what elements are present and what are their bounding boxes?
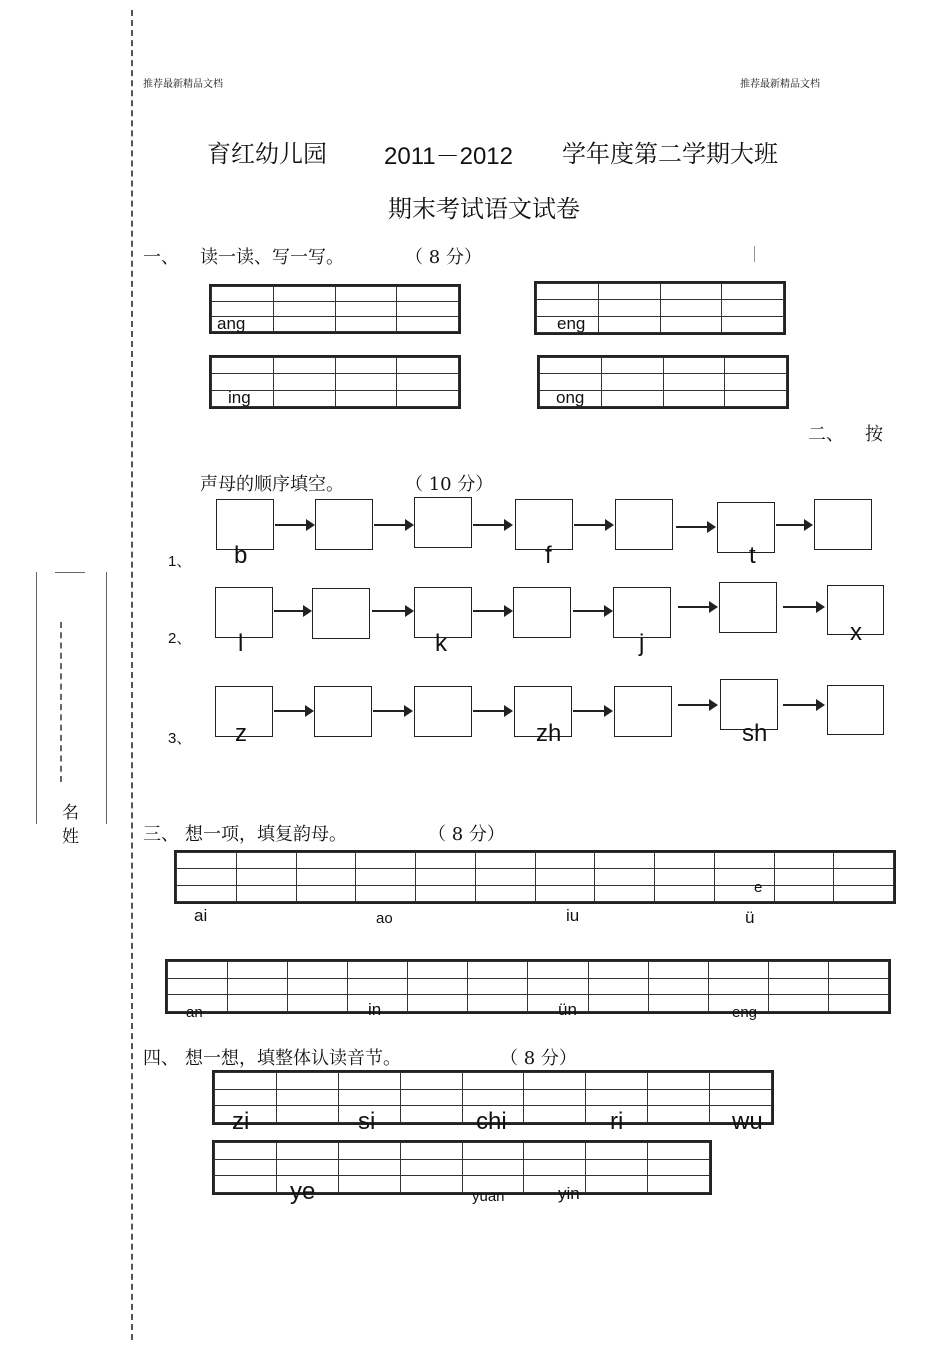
arrow-icon — [678, 606, 716, 608]
letter-b: b — [234, 542, 248, 569]
answer-box[interactable] — [614, 686, 672, 737]
letter-t: t — [749, 542, 756, 569]
label-ang: ang — [217, 314, 246, 333]
row2-index: 2、 — [168, 630, 192, 647]
letter-l: l — [238, 630, 244, 657]
answer-box[interactable] — [414, 686, 472, 737]
section3-score: （ 8 分） — [428, 824, 505, 845]
arrow-icon — [274, 710, 312, 712]
answer-box[interactable] — [615, 499, 673, 550]
label-un: ün — [558, 1000, 577, 1019]
writing-grid-finals-1[interactable] — [174, 850, 896, 904]
section1-title: 读一读、写一写。 — [200, 247, 344, 268]
syllable-ri: ri — [610, 1108, 624, 1135]
section4-score: （ 8 分） — [500, 1048, 577, 1069]
label-eng-final: eng — [732, 1004, 758, 1021]
side-field-topline — [55, 572, 85, 573]
answer-box[interactable] — [215, 587, 273, 638]
answer-box[interactable] — [414, 497, 472, 548]
syllable-yin: yin — [558, 1184, 580, 1203]
label-iu: iu — [566, 906, 580, 925]
label-e: e — [754, 879, 763, 896]
side-surname-label: 姓 — [62, 827, 79, 847]
section3-title: 想一项，填复韵母。 — [185, 824, 347, 845]
arrow-icon — [274, 610, 310, 612]
row3-index: 3、 — [168, 730, 192, 747]
arrow-icon — [275, 524, 313, 526]
letter-zh: zh — [536, 720, 562, 747]
syllable-zi: zi — [232, 1108, 250, 1135]
title-years: 2011－2012 — [384, 143, 513, 170]
arrow-icon — [783, 704, 823, 706]
answer-box[interactable] — [515, 499, 573, 550]
arrow-icon — [676, 526, 714, 528]
stray-mark — [754, 246, 755, 262]
letter-k: k — [435, 630, 447, 657]
arrow-icon — [374, 524, 412, 526]
page-subtitle: 期末考试语文试卷 — [388, 195, 580, 223]
syllable-chi: chi — [476, 1108, 507, 1135]
answer-box[interactable] — [719, 582, 777, 633]
arrow-icon — [473, 610, 511, 612]
label-ing: ing — [228, 388, 251, 407]
writing-grid-ang[interactable] — [209, 284, 461, 334]
side-name-label: 名 — [62, 803, 79, 823]
section2-number: 二、 — [808, 424, 844, 445]
section2-title-start: 按 — [865, 424, 883, 445]
title-term: 学年度第二学期大班 — [562, 140, 778, 168]
letter-f: f — [545, 542, 552, 569]
section2-score: （ 10 分） — [405, 474, 494, 495]
row1-index: 1、 — [168, 553, 192, 570]
label-ong: ong — [556, 388, 585, 407]
answer-box[interactable] — [315, 499, 373, 550]
section3-number: 三、 — [143, 824, 179, 845]
letter-sh: sh — [742, 720, 768, 747]
writing-grid-finals-2[interactable] — [165, 959, 891, 1014]
answer-box[interactable] — [513, 587, 571, 638]
side-field-line — [36, 572, 37, 824]
arrow-icon — [573, 610, 611, 612]
label-u-umlaut: ü — [745, 908, 755, 927]
title-school: 育红幼儿园 — [207, 140, 327, 168]
arrow-icon — [574, 524, 612, 526]
section4-number: 四、 — [143, 1048, 179, 1069]
answer-box[interactable] — [312, 588, 370, 639]
answer-box[interactable] — [717, 502, 775, 553]
syllable-wu: wu — [732, 1108, 763, 1135]
letter-j: j — [639, 630, 645, 657]
binding-margin-line — [131, 10, 133, 1340]
label-ai: ai — [194, 906, 208, 925]
arrow-icon — [473, 710, 511, 712]
label-eng: eng — [557, 314, 586, 333]
arrow-icon — [372, 610, 412, 612]
syllable-ye: ye — [290, 1178, 316, 1205]
writing-grid-syllables-2[interactable] — [212, 1140, 712, 1195]
arrow-icon — [373, 710, 411, 712]
syllable-yuan: yuan — [472, 1188, 505, 1205]
answer-box[interactable] — [827, 685, 884, 735]
syllable-si: si — [358, 1108, 376, 1135]
section1-score: （ 8 分） — [405, 247, 482, 268]
arrow-icon — [776, 524, 811, 526]
section4-title: 想一想，填整体认读音节。 — [185, 1048, 401, 1069]
side-dash-column — [60, 622, 62, 782]
letter-x: x — [850, 619, 862, 646]
side-field-line — [106, 572, 107, 824]
header-right: 推荐最新精品文档 — [740, 79, 820, 90]
letter-z: z — [235, 720, 247, 747]
arrow-icon — [678, 704, 716, 706]
header-left: 推荐最新精品文档 — [143, 79, 223, 90]
label-ao: ao — [376, 910, 393, 927]
arrow-icon — [573, 710, 611, 712]
answer-box[interactable] — [314, 686, 372, 737]
arrow-icon — [473, 524, 511, 526]
section1-number: 一、 — [143, 247, 179, 268]
arrow-icon — [783, 606, 823, 608]
label-in: in — [368, 1000, 382, 1019]
label-an: an — [186, 1004, 203, 1021]
answer-box[interactable] — [814, 499, 872, 550]
section2-title: 声母的顺序填空。 — [200, 474, 344, 495]
